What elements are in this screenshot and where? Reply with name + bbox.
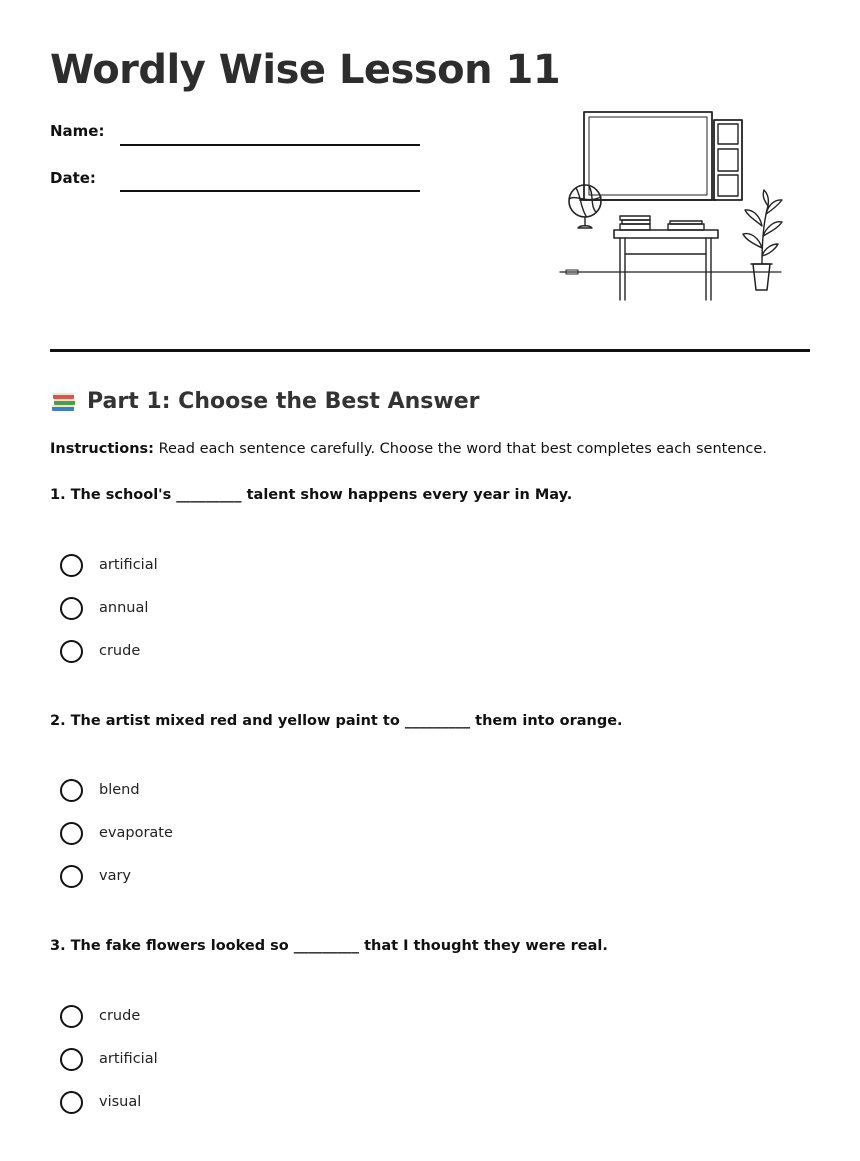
option-label: evaporate xyxy=(99,825,173,841)
option-label: vary xyxy=(99,868,132,884)
date-label: Date: xyxy=(50,169,96,187)
globe xyxy=(569,185,601,228)
instructions-text: Read each sentence carefully. Choose the word that best completes each sentence. xyxy=(158,441,767,457)
radio-button[interactable] xyxy=(60,779,83,802)
option-label: artificial xyxy=(99,557,158,573)
q3-option-1[interactable] xyxy=(60,1004,140,1028)
name-line[interactable] xyxy=(120,144,420,146)
name-label: Name: xyxy=(50,122,105,140)
part1-heading xyxy=(50,388,479,414)
q1-option-2[interactable] xyxy=(60,596,148,620)
option-label: artificial xyxy=(99,1051,158,1067)
radio-button[interactable] xyxy=(60,865,83,888)
radio-button[interactable] xyxy=(60,1091,83,1114)
q3-option-3[interactable] xyxy=(60,1090,141,1114)
q1-option-3[interactable] xyxy=(60,639,140,663)
potted-plant xyxy=(743,190,782,290)
part1-heading-text: Part 1: Choose the Best Answer xyxy=(87,388,480,414)
section-divider xyxy=(50,349,810,352)
radio-button[interactable] xyxy=(60,822,83,845)
books-icon xyxy=(50,388,77,414)
chalkboard xyxy=(584,112,712,200)
option-label: crude xyxy=(99,1008,141,1024)
date-line[interactable] xyxy=(120,190,420,192)
radio-button[interactable] xyxy=(60,1048,83,1071)
classroom-illustration xyxy=(556,108,788,306)
worksheet-title: Wordly Wise Lesson 11 xyxy=(50,47,561,93)
option-label: crude xyxy=(99,643,141,659)
radio-button[interactable] xyxy=(60,554,83,577)
desk xyxy=(614,216,718,300)
q2-option-1[interactable] xyxy=(60,778,140,802)
radio-button[interactable] xyxy=(60,640,83,663)
q3-option-2[interactable] xyxy=(60,1047,158,1071)
q2-option-2[interactable] xyxy=(60,821,173,845)
q2-option-3[interactable] xyxy=(60,864,131,888)
instructions-label: Instructions: xyxy=(50,441,154,457)
q1-option-1[interactable] xyxy=(60,553,158,577)
radio-button[interactable] xyxy=(60,1005,83,1028)
option-label: visual xyxy=(99,1094,142,1110)
option-label: annual xyxy=(99,600,149,616)
instructions xyxy=(50,441,767,457)
question-3: 3. The fake flowers looked so _________ that I thought they were real. xyxy=(50,938,608,954)
radio-button[interactable] xyxy=(60,597,83,620)
question-1: 1. The school's _________ talent show happens every year in May. xyxy=(50,487,573,503)
question-2: 2. The artist mixed red and yellow paint to _________ them into orange. xyxy=(50,713,623,729)
option-label: blend xyxy=(99,782,140,798)
